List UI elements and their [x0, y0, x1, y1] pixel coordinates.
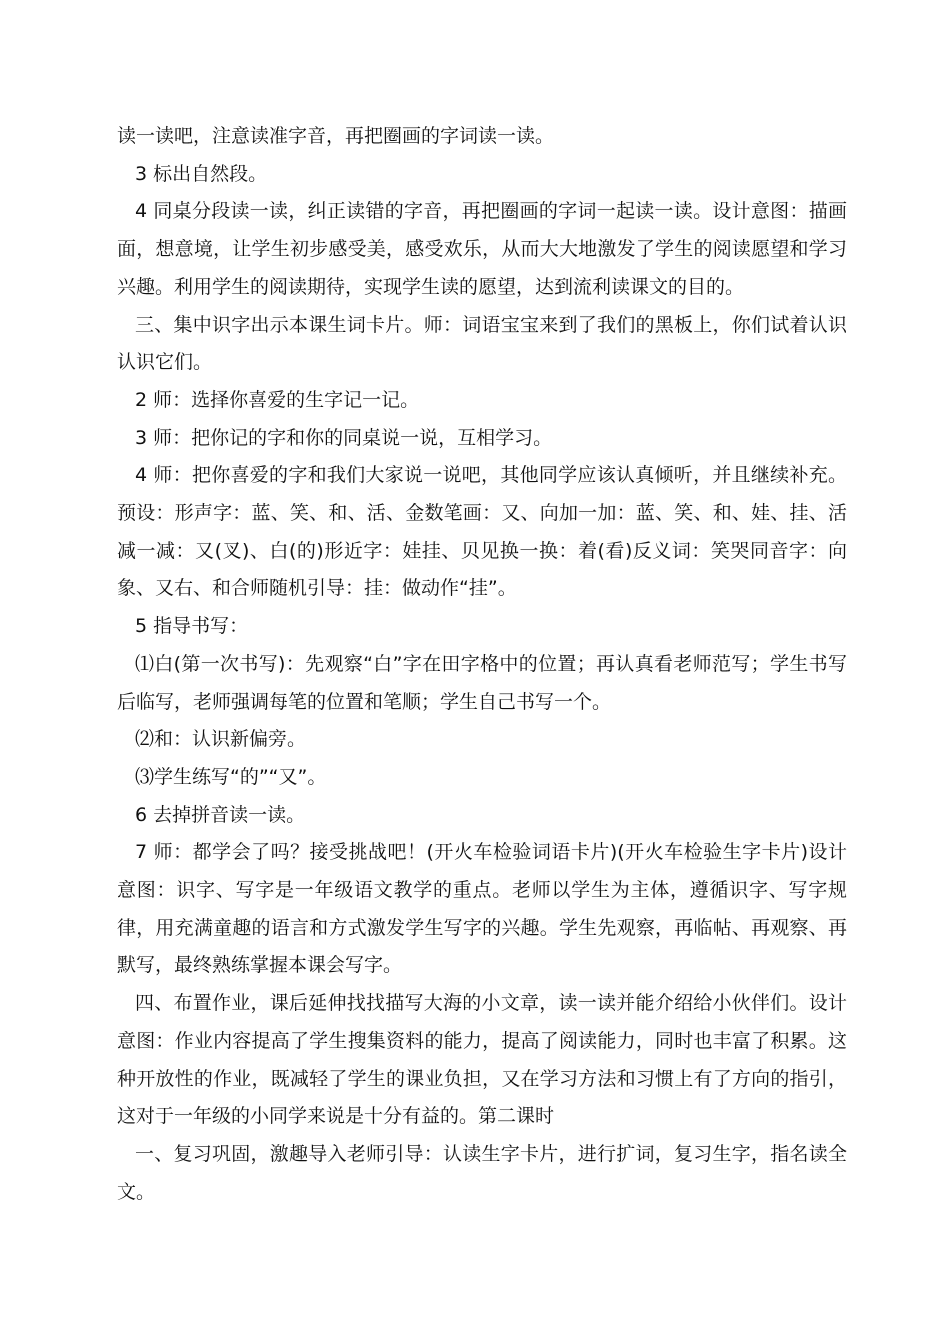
- paragraph-section-4: 四、布置作业，课后延伸找找描写大海的小文章，读一读并能介绍给小伙伴们。设计意图：作业内容提高了学生搜集资料的能力，提高了阅读能力，同时也丰富了积累。这种开放性的作业，既减轻了学生的课业负担，又在学习方法和习惯上有了方向的指引，这对于一年级的小同学来说是十分有益的。第二课时: [117, 992, 847, 1128]
- paragraph-writing-2: ⑵和：认识新偏旁。: [135, 728, 307, 751]
- paragraph-step-3: 3 标出自然段。: [135, 162, 268, 185]
- paragraph-teacher-3: 3 师：把你记的字和你的同桌说一说，互相学习。: [135, 426, 553, 449]
- paragraph-section-3: 三、集中识字出示本课生词卡片。师：词语宝宝来到了我们的黑板上，你们试着认识认识它们。: [117, 313, 847, 374]
- document-page: [117, 118, 847, 1211]
- paragraph-writing-guide: 5 指导书写：: [135, 615, 249, 638]
- paragraph-step-4: 4 同桌分段读一读，纠正读错的字音，再把圈画的字词一起读一读。设计意图：描画面，想意境，让学生初步感受美，感受欢乐，从而大大地激发了学生的阅读愿望和学习兴趣。利用学生的阅读期待，实现学生读的愿望，达到流利读课文的目的。: [117, 200, 847, 298]
- paragraph-intro: 读一读吧，注意读准字音，再把圈画的字词读一读。: [117, 125, 555, 147]
- paragraph-teacher-2: 2 师：选择你喜爱的生字记一记。: [135, 388, 420, 411]
- paragraph-step-7: 7 师：都学会了吗？接受挑战吧！(开火车检验词语卡片)(开火车检验生字卡片)设计意图：识字、写字是一年级语文教学的重点。老师以学生为主体，遵循识字、写字规律，用充满童趣的语言和方式激发学生写字的兴趣。学生先观察，再临帖、再观察、再默写，最终熟练掌握本课会写字。: [117, 841, 847, 977]
- paragraph-writing-3: ⑶学生练写“的”“又”。: [135, 765, 327, 788]
- paragraph-step-6: 6 去掉拼音读一读。: [135, 803, 306, 826]
- paragraph-lesson-2-section-1: 一、复习巩固，激趣导入老师引导：认读生字卡片，进行扩词，复习生字，指名读全文。: [117, 1142, 847, 1203]
- paragraph-teacher-4: 4 师：把你喜爱的字和我们大家说一说吧，其他同学应该认真倾听，并且继续补充。预设：形声字：蓝、笑、和、活、金数笔画：又、向加一加：蓝、笑、和、娃、挂、活减一减：又(叉)、白(的)形近字：娃挂、贝见换一换：着(看)反义词：笑哭同音字：向象、又右、和合师随机引导：挂：做动作“挂”。: [117, 464, 847, 600]
- paragraph-writing-1: ⑴白(第一次书写)：先观察“白”字在田字格中的位置；再认真看老师范写；学生书写后临写，老师强调每笔的位置和笔顺；学生自己书写一个。: [117, 652, 847, 713]
